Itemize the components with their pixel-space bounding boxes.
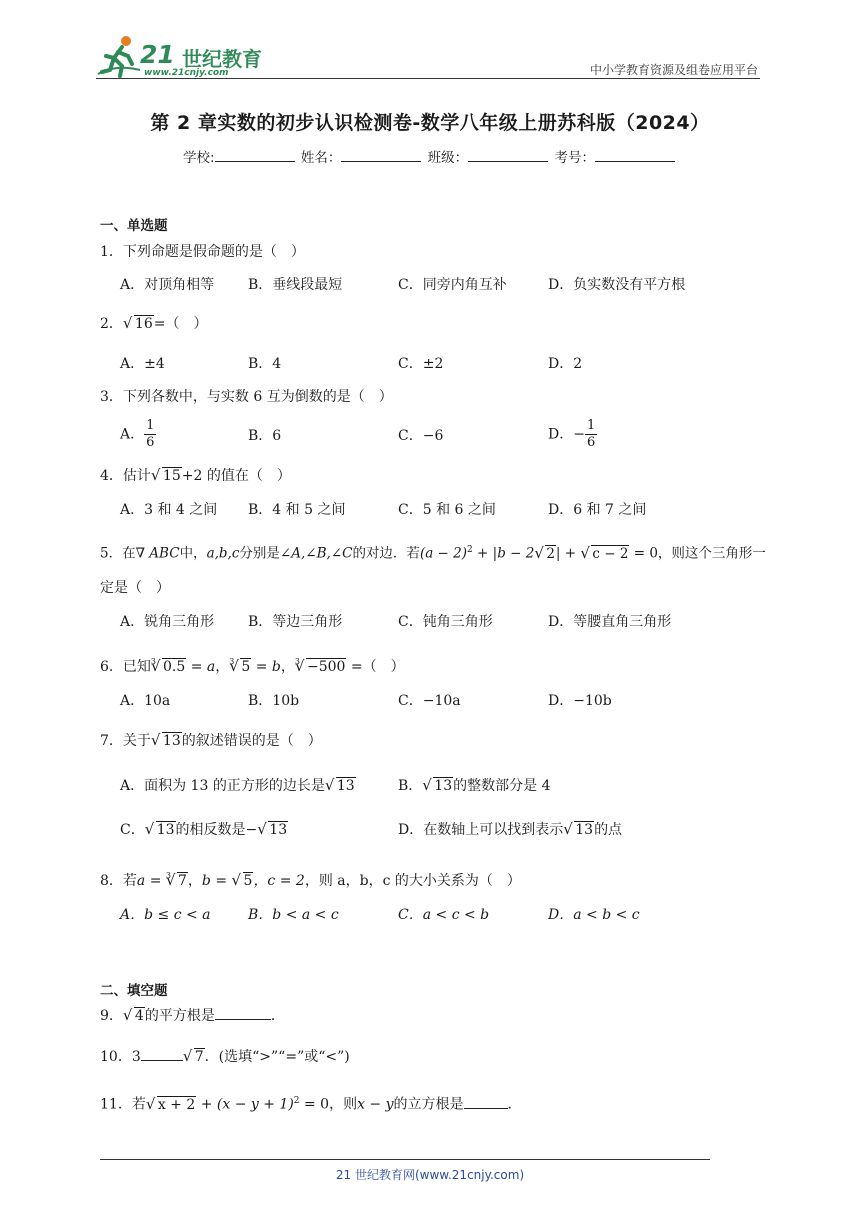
question-10: 10．3√ 7．(选填“>”“=”或“<”) xyxy=(100,1046,350,1067)
logo-text: 世纪教育 xyxy=(182,47,262,71)
question-5-cont: 定是（ ） xyxy=(100,580,170,596)
q1-option-b[interactable]: B．垂线段最短 xyxy=(248,277,343,293)
class-label: 班级： xyxy=(427,150,469,166)
q2-option-d[interactable]: D．2 xyxy=(548,356,583,372)
q9-answer-blank[interactable] xyxy=(215,1005,271,1020)
question-11: 11．若√ $x + 2 + (x - y + 1)^2 = 0$，则x − y的立方根是 ． xyxy=(100,1091,522,1115)
question-1: 1．下列命题是假命题的是（ ） xyxy=(100,244,305,260)
school-blank[interactable] xyxy=(215,147,295,162)
runner-icon xyxy=(96,34,142,78)
q3-option-c[interactable]: C．−6 xyxy=(398,428,444,444)
q1-option-a[interactable]: A．对顶角相等 xyxy=(120,277,215,293)
q7-option-a[interactable]: A．面积为 13 的正方形的边长是√ 13 xyxy=(120,776,356,796)
logo-number: 21 xyxy=(140,40,175,69)
question-2: 2．√ 16=（ ） xyxy=(100,314,207,334)
section-fill-blank: 二、填空题 xyxy=(100,983,168,999)
q7-option-b[interactable]: B．√ 13的整数部分是 4 xyxy=(398,776,550,796)
question-8: 8．若a = $^3$√ 7，b = √ 5，c = 2，则 a，b，c 的大小关系为（ ） xyxy=(100,866,521,891)
footer-divider xyxy=(100,1159,710,1160)
q4-option-a[interactable]: A．3 和 4 之间 xyxy=(120,502,218,518)
q8-option-d[interactable]: D．a < b < c xyxy=(548,907,640,923)
q2-option-b[interactable]: B．4 xyxy=(248,356,282,372)
q7-option-c[interactable]: C．√ 13的相反数是−√ 13 xyxy=(120,820,288,840)
exam-no-label: 考号： xyxy=(554,150,595,166)
q8-option-b[interactable]: B．b < a < c xyxy=(248,907,339,923)
school-label: 学校: xyxy=(183,150,215,166)
q6-option-d[interactable]: D．−10b xyxy=(548,693,612,709)
site-logo xyxy=(96,34,266,78)
q4-option-b[interactable]: B．4 和 5 之间 xyxy=(248,502,346,518)
q4-option-c[interactable]: C．5 和 6 之间 xyxy=(398,502,496,518)
q5-option-b[interactable]: B．等边三角形 xyxy=(248,614,343,630)
header-divider xyxy=(96,78,760,79)
q2-option-a[interactable]: A．±4 xyxy=(120,356,165,372)
question-7: 7．关于√ 13的叙述错误的是（ ） xyxy=(100,731,322,751)
question-9: 9．√ 4的平方根是 ． xyxy=(100,1005,285,1026)
question-4: 4．估计√ 15+2 的值在（ ） xyxy=(100,466,291,486)
q8-option-a[interactable]: A．b ≤ c < a xyxy=(120,907,211,923)
q11-answer-blank[interactable] xyxy=(464,1094,508,1109)
page-title: 第 2 章实数的初步认识检测卷-数学八年级上册苏科版（2024） xyxy=(150,112,710,134)
q3-option-a[interactable]: A． $\frac{1}{6}$ xyxy=(120,418,155,450)
q5-option-a[interactable]: A．锐角三角形 xyxy=(120,614,215,630)
name-label: 姓名： xyxy=(300,150,342,166)
q1-option-d[interactable]: D．负实数没有平方根 xyxy=(548,277,686,293)
q6-option-b[interactable]: B．10b xyxy=(248,693,300,709)
platform-text: 中小学教育资源及组卷应用平台 xyxy=(589,63,758,77)
footer-link[interactable]: 21 世纪教育网(www.21cnjy.com) xyxy=(335,1168,525,1182)
q6-option-c[interactable]: C．−10a xyxy=(398,693,461,709)
q2-option-c[interactable]: C．±2 xyxy=(398,356,444,372)
q6-option-a[interactable]: A．10a xyxy=(120,693,171,709)
section-single-choice: 一、单选题 xyxy=(100,218,168,234)
question-6: 6．已知$^3$√ 0.5 = a，$^3$√ 5 = b，$^3$√ −500 =（ ） xyxy=(100,652,405,677)
q10-answer-blank[interactable] xyxy=(141,1046,183,1061)
question-5: 5．在∇ ABC中，a,b,c分别是∠A,∠B,∠C的对边．若$(a - 2)^2 + |b - 2√$ 2| + √ c − 2 = 0，则这个三角形一 xyxy=(100,540,766,564)
page-header xyxy=(96,30,760,82)
class-blank[interactable] xyxy=(468,147,548,162)
question-3: 3．下列各数中，与实数 6 互为倒数的是（ ） xyxy=(100,389,393,405)
q5-option-c[interactable]: C．钝角三角形 xyxy=(398,614,493,630)
name-blank[interactable] xyxy=(341,147,421,162)
logo-url: www.21cnjy.com xyxy=(144,68,229,78)
q8-option-c[interactable]: C．a < c < b xyxy=(398,907,490,923)
q1-option-c[interactable]: C．同旁内角互补 xyxy=(398,277,507,293)
q3-option-d[interactable]: D．− $\frac{1}{6}$ xyxy=(548,418,596,450)
q4-option-d[interactable]: D．6 和 7 之间 xyxy=(548,502,647,518)
student-info xyxy=(0,146,860,166)
exam-no-blank[interactable] xyxy=(595,147,675,162)
q3-option-b[interactable]: B．6 xyxy=(248,428,282,444)
q7-option-d[interactable]: D．在数轴上可以找到表示√ 13的点 xyxy=(398,820,622,840)
q5-option-d[interactable]: D．等腰直角三角形 xyxy=(548,614,672,630)
